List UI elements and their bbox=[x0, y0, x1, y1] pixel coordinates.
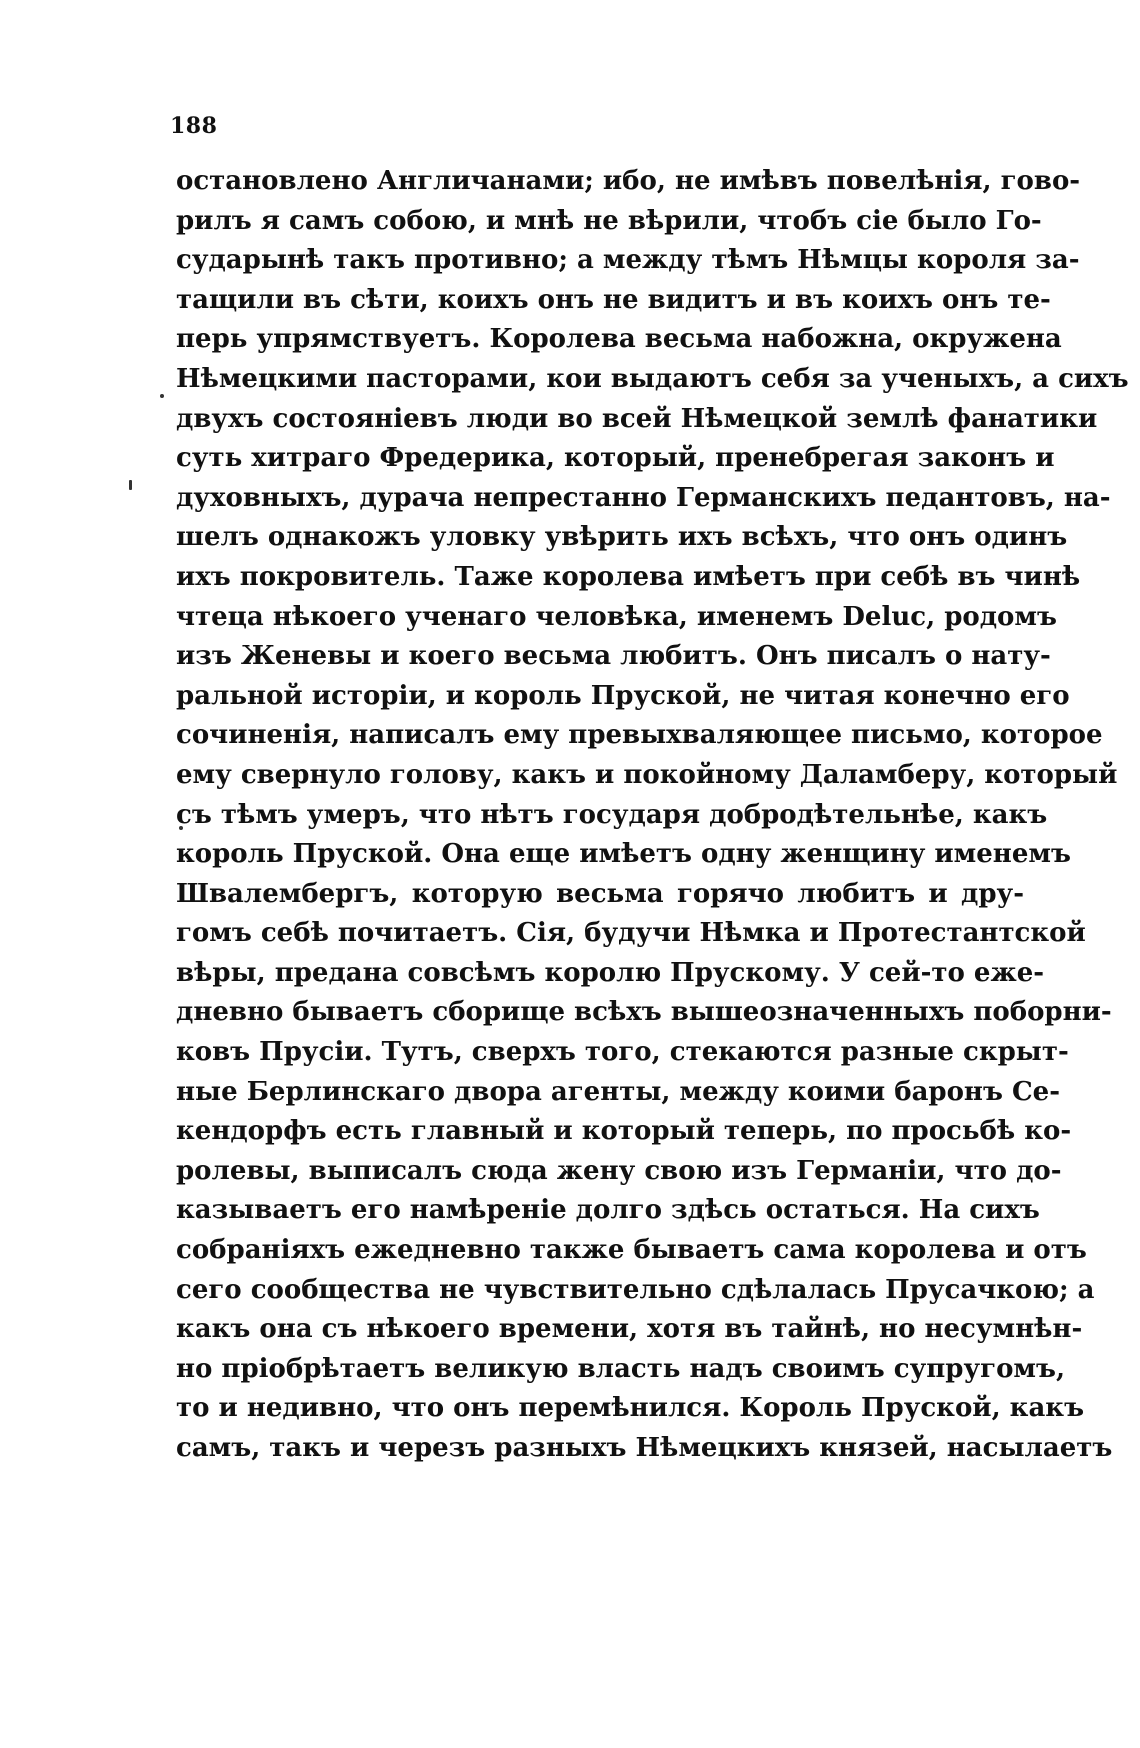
text-line: вѣры, предана совсѣмъ королю Прускому. У сей-то еже- bbox=[176, 957, 1045, 988]
margin-tick-mark bbox=[129, 480, 132, 490]
text-line: казываетъ его намѣреніе долго здѣсь остаться. На сихъ bbox=[176, 1195, 1040, 1226]
body-text bbox=[176, 162, 1129, 1469]
text-line: собраніяхъ ежедневно также бываетъ сама королева и отъ bbox=[176, 1235, 1087, 1266]
text-line: Нѣмецкими пасторами, кои выдаютъ себя за ученыхъ, а сихъ bbox=[176, 363, 1129, 394]
text-line: кендорфъ есть главный и который теперь, по просьбѣ ко- bbox=[176, 1116, 1072, 1147]
text-line: изъ Женевы и коего весьма любитъ. Онъ писалъ о нату- bbox=[176, 641, 1051, 672]
text-line: шелъ однакожъ уловку увѣрить ихъ всѣхъ, что онъ одинъ bbox=[176, 522, 1068, 553]
text-line: то и недивно, что онъ перемѣнился. Король Пруской, какъ bbox=[176, 1393, 1085, 1424]
text-line: суть хитраго Фредерика, который, пренебрегая законъ и bbox=[176, 443, 1055, 474]
text-line: сочиненія, написалъ ему превыхваляющее письмо, которое bbox=[176, 720, 1103, 751]
text-line: гомъ себѣ почитаетъ. Сія, будучи Нѣмка и Протестантской bbox=[176, 918, 1086, 949]
text-line: ему свернуло голову, какъ и покойному Даламберу, который bbox=[176, 759, 1118, 790]
text-line: чтеца нѣкоего ученаго человѣка, именемъ Deluc, родомъ bbox=[176, 601, 1057, 632]
text-line: духовныхъ, дурача непрестанно Германскихъ педантовъ, на- bbox=[176, 482, 1111, 513]
text-line: съ тѣмъ умеръ, что нѣтъ государя добродѣтельнѣе, какъ bbox=[176, 799, 1048, 830]
text-line: ихъ покровитель. Таже королева имѣетъ при себѣ въ чинѣ bbox=[176, 561, 1081, 592]
text-line: ковъ Прусіи. Тутъ, сверхъ того, стекаются разные скрыт- bbox=[176, 1037, 1069, 1068]
text-line: сего сообщества не чувствительно сдѣлалась Прусачкою; а bbox=[176, 1274, 1095, 1305]
text-line: король Пруской. Она еще имѣетъ одну женщину именемъ bbox=[176, 839, 1071, 870]
text-line: двухъ состояніевъ люди во всей Нѣмецкой землѣ фанатики bbox=[176, 403, 1098, 434]
text-line: ролевы, выписалъ сюда жену свою изъ Германіи, что до- bbox=[176, 1155, 1062, 1186]
text-line: тащили въ сѣти, коихъ онъ не видитъ и въ коихъ онъ те- bbox=[176, 284, 1051, 315]
text-line: перь упрямствуетъ. Королева весьма набожна, окружена bbox=[176, 324, 1062, 355]
text-line: дневно бываетъ сборище всѣхъ вышеозначенныхъ поборни- bbox=[176, 997, 1112, 1028]
text-line: Швалембергъ, которую весьма горячо любитъ и дру- bbox=[176, 878, 1024, 909]
text-line: рилъ я самъ собою, и мнѣ не вѣрили, чтобъ сіе было Го- bbox=[176, 205, 1042, 236]
text-line: но пріобрѣтаетъ великую власть надъ своимъ супругомъ, bbox=[176, 1353, 1065, 1384]
page-number: 188 bbox=[170, 113, 218, 139]
text-line: самъ, такъ и черезъ разныхъ Нѣмецкихъ князей, насылаетъ bbox=[176, 1433, 1113, 1463]
text-line: ральной исторіи, и король Пруской, не читая конечно его bbox=[176, 680, 1070, 711]
margin-dot-mark bbox=[160, 394, 164, 398]
text-line: ные Берлинскаго двора агенты, между коими баронъ Се- bbox=[176, 1076, 1060, 1107]
text-line: остановлено Англичанами; ибо, не имѣвъ повелѣнія, гово- bbox=[176, 166, 1081, 196]
text-line: какъ она съ нѣкоего времени, хотя въ тайнѣ, но несумнѣн- bbox=[176, 1314, 1083, 1345]
text-line: сударынѣ такъ противно; а между тѣмъ Нѣмцы короля за- bbox=[176, 245, 1080, 276]
